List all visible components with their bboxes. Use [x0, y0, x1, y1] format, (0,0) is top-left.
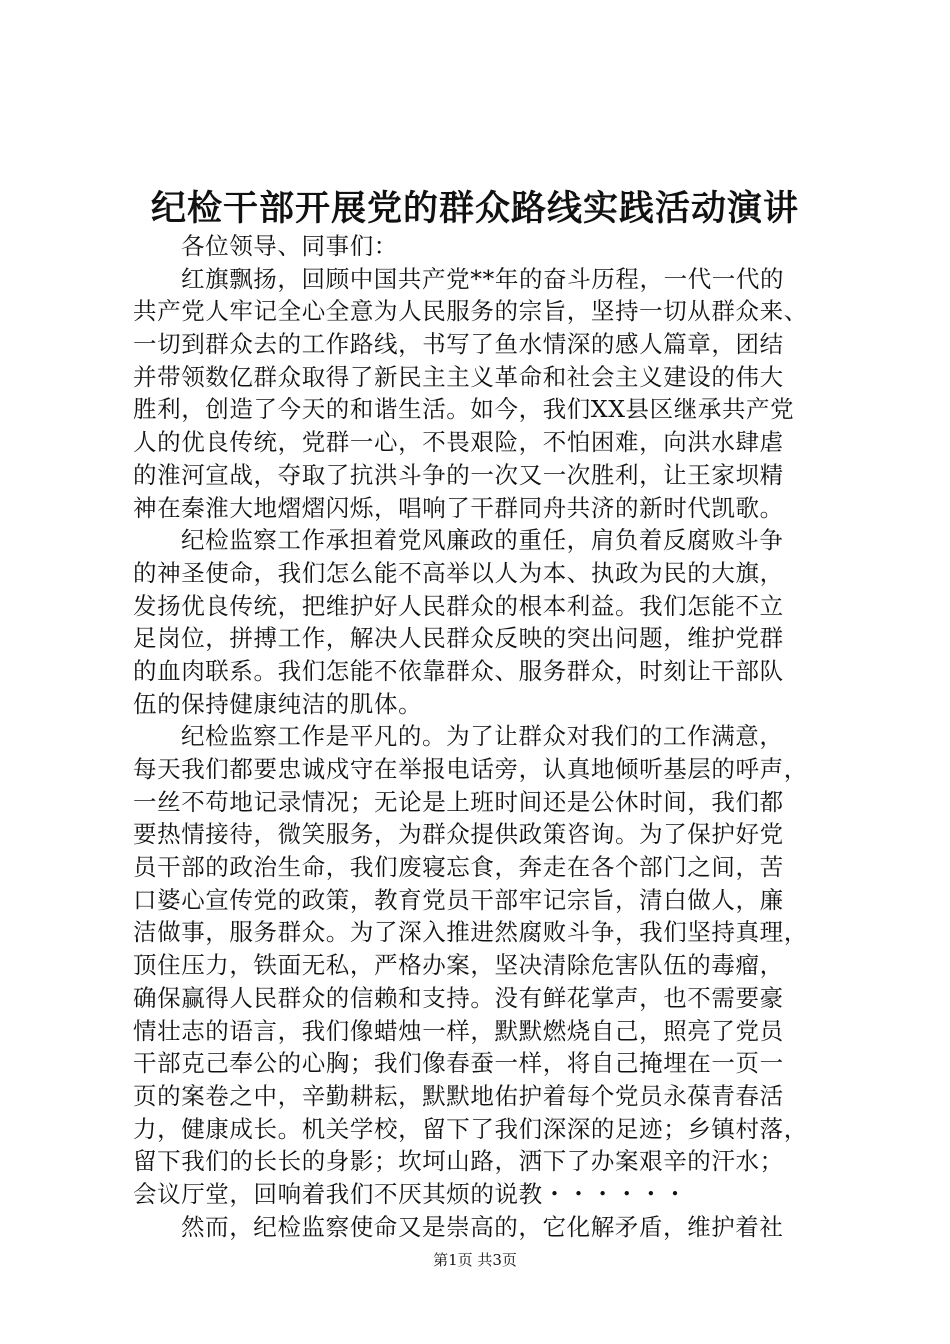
text-line: 纪检监察工作是平凡的。为了让群众对我们的工作满意， — [181, 722, 784, 751]
text-line: 干部克己奉公的心胸；我们像春蚕一样，将自己掩埋在一页一 — [133, 1049, 784, 1078]
text-line: 足岗位，拼搏工作，解决人民群众反映的突出问题，维护党群 — [133, 624, 784, 653]
text-line: 口婆心宣传党的政策，教育党员干部牢记宗旨，清白做人，廉 — [133, 885, 784, 914]
page-footer: 第1页 共3页 — [433, 1251, 517, 1269]
text-line: 洁做事，服务群众。为了深入推进然腐败斗争，我们坚持真理， — [133, 918, 808, 947]
text-line: 力，健康成长。机关学校，留下了我们深深的足迹；乡镇村落， — [133, 1114, 808, 1143]
text-line: 各位领导、同事们： — [181, 232, 398, 260]
text-line: 发扬优良传统，把维护好人民群众的根本利益。我们怎能不立 — [133, 591, 784, 620]
page-title: 纪检干部开展党的群众路线实践活动演讲 — [150, 188, 799, 229]
text-line: 伍的保持健康纯洁的肌体。 — [133, 689, 423, 718]
text-line: 人的优良传统，党群一心，不畏艰险，不怕困难，向洪水肆虐 — [133, 428, 784, 457]
text-line: 的神圣使命，我们怎么能不高举以人为本、执政为民的大旗， — [133, 558, 784, 587]
text-line: 神在秦淮大地熠熠闪烁，唱响了干群同舟共济的新时代凯歌。 — [133, 493, 784, 522]
text-line: 的淮河宣战，夺取了抗洪斗争的一次又一次胜利，让王家坝精 — [133, 460, 784, 489]
text-line: 一丝不苟地记录情况；无论是上班时间还是公休时间，我们都 — [133, 787, 784, 816]
text-line: 纪检监察工作承担着党风廉政的重任，肩负着反腐败斗争 — [181, 526, 784, 555]
text-line: 留下我们的长长的身影；坎坷山路，洒下了办案艰辛的汗水； — [133, 1147, 784, 1176]
text-line: 每天我们都要忠诚戍守在举报电话旁，认真地倾听基层的呼声， — [133, 755, 808, 783]
text-line: 然而，纪检监察使命又是崇高的，它化解矛盾，维护着社 — [181, 1212, 784, 1241]
text-line: 共产党人牢记全心全意为人民服务的宗旨，坚持一切从群众来、 — [133, 297, 808, 326]
text-line: 情壮志的语言，我们像蜡烛一样，默默燃烧自己，照亮了党员 — [133, 1016, 784, 1045]
text-line: 红旗飘扬，回顾中国共产党**年的奋斗历程，一代一代的 — [181, 264, 785, 293]
text-line: 的血肉联系。我们怎能不依靠群众、服务群众，时刻让干部队 — [133, 656, 784, 685]
text-line: 一切到群众去的工作路线，书写了鱼水情深的感人篇章，团结 — [133, 330, 784, 359]
text-line: 页的案卷之中，辛勤耕耘，默默地佑护着每个党员永葆青春活 — [133, 1081, 784, 1110]
text-line: 并带领数亿群众取得了新民主主义革命和社会主义建设的伟大 — [133, 362, 784, 391]
body-text — [133, 230, 833, 1243]
text-line: 顶住压力，铁面无私，严格办案，坚决清除危害队伍的毒瘤， — [133, 951, 784, 980]
text-line: 会议厅堂，回响着我们不厌其烦的说教・・・・・・ — [133, 1179, 688, 1208]
text-line: 要热情接待，微笑服务，为群众提供政策咨询。为了保护好党 — [133, 820, 784, 849]
text-line: 确保赢得人民群众的信赖和支持。没有鲜花掌声，也不需要豪 — [133, 983, 784, 1012]
text-line: 员干部的政治生命，我们废寝忘食，奔走在各个部门之间，苦 — [133, 853, 784, 882]
text-line: 胜利，创造了今天的和谐生活。如今，我们XX县区继承共产党 — [133, 395, 795, 424]
